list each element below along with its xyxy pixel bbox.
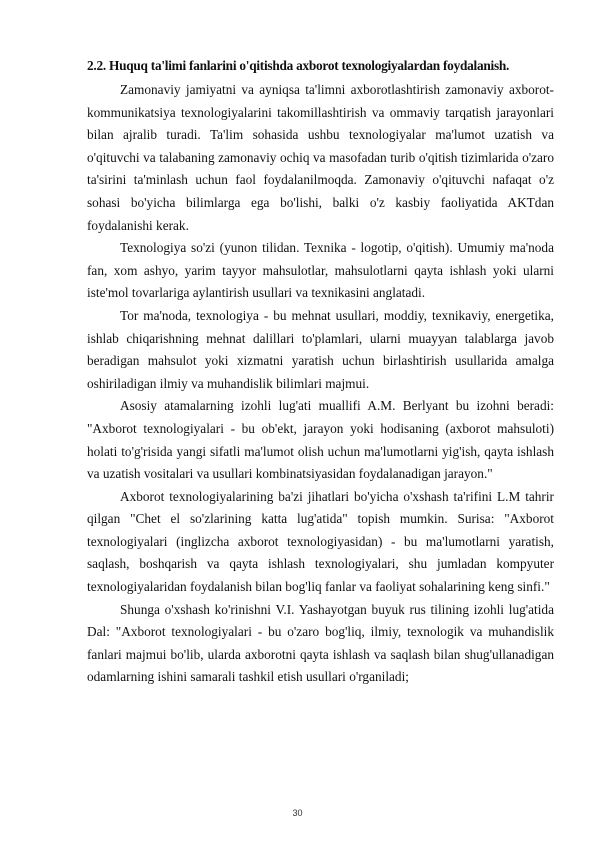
paragraph-2: Texnologiya so'zi (yunon tilidan. Texnika - logotip, o'qitish). Umumiy ma'noda fan, xom ashyo, yarim tayyor mahsulotlar, mahsulotlarni qayta ishlash yoki ularni iste'mol tovarlariga aylantirish usullari va texnikasini anglatadi.: [87, 240, 554, 301]
paragraph-3: Tor ma'noda, texnologiya - bu mehnat usullari, moddiy, texnikaviy, energetika, ishlab chiqarishning mehnat dalillari to'plamlari, ularni muayyan talablarga javob beradigan mahsulot yoki xizmatni yaratish uchun birlashtirish usullarida amalga oshiriladigan ilmiy va muhandislik bilimlari majmui.: [87, 307, 554, 391]
paragraph-4: Asosiy atamalarning izohli lug'ati muallifi A.M. Berlyant bu izohni beradi: "Axborot texnologiyalari - bu ob'ekt, jarayon yoki hodisaning (axborot mahsuloti) holati to'g'risida yangi sifatli ma'lumot olish uchun ma'lumotlarni yig'ish, qayta ishlash va uzatish vositalari va usullari kombinatsiyasidan foydalanadigan jarayon.": [87, 398, 554, 482]
section-heading: 2.2. Huquq ta'limi fanlarini o'qitishda axborot texnologiyalardan foydalanish.: [87, 58, 510, 73]
page-number: 30: [292, 808, 303, 818]
paragraph-5: Axborot texnologiyalarining ba'zi jihatlari bo'yicha o'xshash ta'rifini L.M tahrir qilgan "Chet el so'zlarining katta lug'atida" topish mumkin. Surisa: "Axborot texnologiyalari (inglizcha axborot texnologiyasidan) - bu ma'lumotlarni yaratish, saqlash, boshqarish va qayta ishlash texnologiyalari, shu jumladan kompyuter texnologiyalaridan foydalanish bilan bog'liq fanlar va faoliyat sohalarining keng sinfi.": [87, 488, 554, 595]
paragraph-1: Zamonaviy jamiyatni va ayniqsa ta'limni axborotlashtirish zamonaviy axborot-kommunikatsiya texnologiyalarini takomillashtirish va ommaviy tarqatish jarayonlari bilan ajralib turadi. Ta'lim sohasida ushbu texnologiyalar ma'lumot uzatish va o'qituvchi va talabaning zamonaviy ochiq va masofadan turib o'qitish tizimlarida o'zaro ta'sirini ta'minlash uchun faol foydalanilmoqda. Zamonaviy o'qituvchi nafaqat o'z sohasi bo'yicha bilimlarga ega bo'lishi, balki o'z kasbiy faoliyatida AKTdan foydalanishi kerak.: [87, 82, 554, 233]
paragraph-6: Shunga o'xshash ko'rinishni V.I. Yashayotgan buyuk rus tilining izohli lug'atida Dal: "Axborot texnologiyalari - bu o'zaro bog'liq, ilmiy, texnologik va muhandislik fanlari majmui bo'lib, ularda axborotni qayta ishlash va saqlash bilan shug'ullanadigan odamlarning ishini samarali tashkil etish usullari o'rganiladi;: [87, 601, 554, 685]
document-page: [87, 55, 554, 689]
